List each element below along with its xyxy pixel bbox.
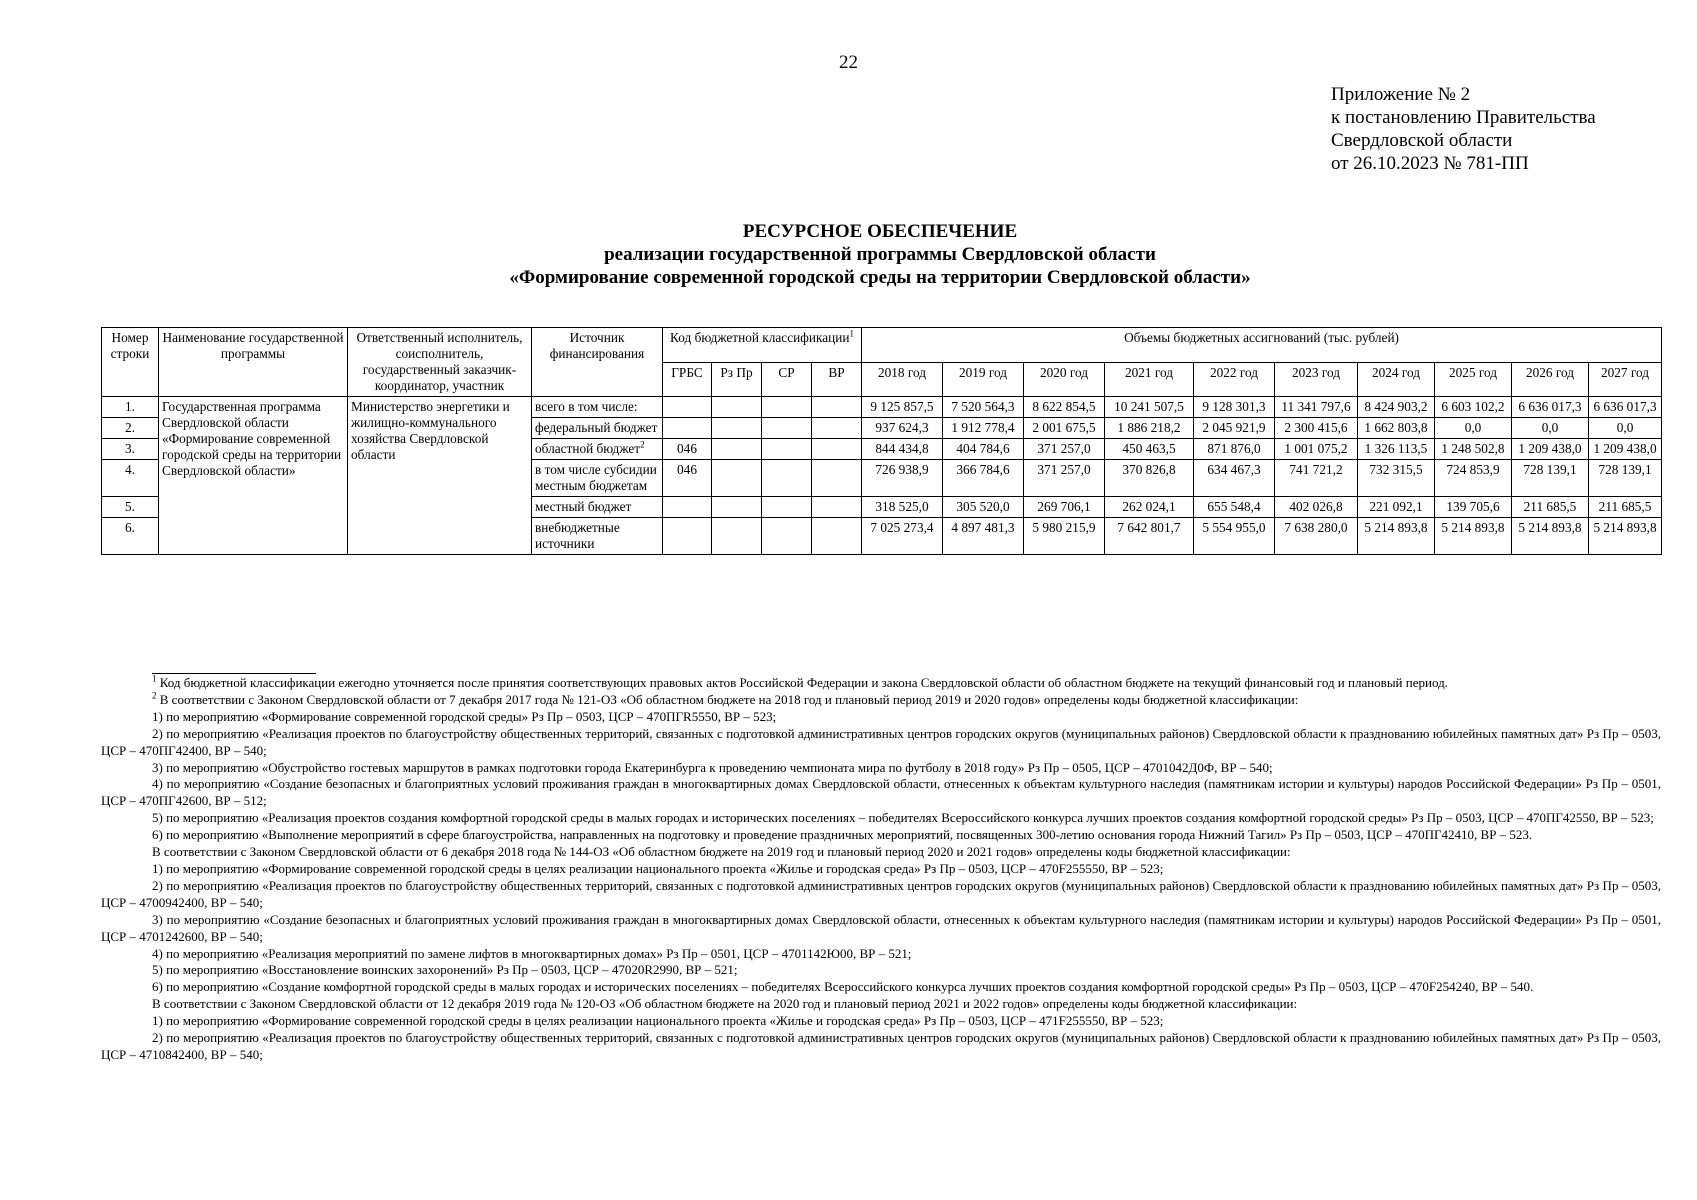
vr-cell bbox=[812, 518, 862, 555]
value-cell: 139 705,6 bbox=[1435, 497, 1512, 518]
value-cell: 7 025 273,4 bbox=[862, 518, 943, 555]
csr-cell bbox=[762, 518, 812, 555]
appendix-line: Свердловской области bbox=[1331, 130, 1513, 151]
header-funding-source: Источник финансирования bbox=[532, 328, 663, 397]
header-volumes: Объемы бюджетных ассигнований (тыс. рублей) bbox=[862, 328, 1662, 363]
csr-cell bbox=[762, 397, 812, 418]
value-cell: 6 636 017,3 bbox=[1512, 397, 1589, 418]
resource-table bbox=[101, 327, 1662, 555]
funding-source-cell bbox=[532, 439, 663, 460]
header-year: 2018 год bbox=[862, 362, 943, 397]
row-number-cell: 2. bbox=[102, 418, 159, 439]
value-cell: 732 315,5 bbox=[1358, 460, 1435, 497]
footnote-separator bbox=[152, 673, 316, 674]
value-cell: 6 603 102,2 bbox=[1435, 397, 1512, 418]
footnote-text: 2) по мероприятию «Реализация проектов по благоустройству общественных территорий, связанных с подготовкой административных центров городских округов (муниципальных районов) Свердловской области к празднованию юбилейных памятных дат» Рз Пр – 0503, ЦСР – 470ПГ42400, ВР – 540; bbox=[101, 725, 1661, 758]
value-cell: 5 214 893,8 bbox=[1435, 518, 1512, 555]
grbs-cell bbox=[663, 418, 712, 439]
value-cell: 741 721,2 bbox=[1275, 460, 1358, 497]
funding-source-cell bbox=[532, 518, 663, 555]
table-row bbox=[102, 397, 1662, 418]
value-cell: 634 467,3 bbox=[1194, 460, 1275, 497]
vr-cell bbox=[812, 497, 862, 518]
appendix-line: к постановлению Правительства bbox=[1331, 107, 1596, 128]
value-cell: 5 554 955,0 bbox=[1194, 518, 1275, 555]
value-cell: 1 886 218,2 bbox=[1105, 418, 1194, 439]
header-program-name: Наименование государственной программы bbox=[159, 328, 348, 397]
value-cell: 305 520,0 bbox=[943, 497, 1024, 518]
value-cell: 269 706,1 bbox=[1024, 497, 1105, 518]
value-cell: 221 092,1 bbox=[1358, 497, 1435, 518]
value-cell: 6 636 017,3 bbox=[1589, 397, 1662, 418]
footnote-paragraph bbox=[101, 1030, 1661, 1064]
table-header-row bbox=[102, 328, 1662, 363]
rz-pr-cell bbox=[712, 460, 762, 497]
value-cell: 1 912 778,4 bbox=[943, 418, 1024, 439]
vr-cell bbox=[812, 439, 862, 460]
value-cell: 844 434,8 bbox=[862, 439, 943, 460]
appendix-line: от 26.10.2023 № 781-ПП bbox=[1331, 153, 1529, 174]
grbs-cell: 046 bbox=[663, 460, 712, 497]
document-title bbox=[0, 220, 1697, 289]
title-line: РЕСУРСНОЕ ОБЕСПЕЧЕНИЕ bbox=[742, 221, 1018, 242]
footnote-text: В соответствии с Законом Свердловской области от 12 декабря 2019 года № 120-ОЗ «Об областном бюджете на 2020 год и плановый период 2021 и 2022 годов» определены коды бюджетной классификации: bbox=[152, 996, 1298, 1012]
header-csr: СР bbox=[762, 362, 812, 397]
csr-cell bbox=[762, 497, 812, 518]
rz-pr-cell bbox=[712, 397, 762, 418]
footnote-paragraph bbox=[101, 979, 1661, 996]
footnote-text: 5) по мероприятию «Восстановление воинских захоронений» Рз Пр – 0503, ЦСР – 47020R2990, ВР – 521; bbox=[152, 962, 738, 978]
footnote-paragraph bbox=[101, 946, 1661, 963]
footnote-paragraph bbox=[101, 810, 1661, 827]
value-cell: 450 463,5 bbox=[1105, 439, 1194, 460]
value-cell: 1 209 438,0 bbox=[1512, 439, 1589, 460]
value-cell: 8 424 903,2 bbox=[1358, 397, 1435, 418]
footnote-marker: 1 bbox=[152, 673, 157, 684]
value-cell: 937 624,3 bbox=[862, 418, 943, 439]
value-cell: 371 257,0 bbox=[1024, 460, 1105, 497]
value-cell: 1 209 438,0 bbox=[1589, 439, 1662, 460]
footnote-paragraph bbox=[101, 692, 1661, 709]
value-cell: 5 214 893,8 bbox=[1589, 518, 1662, 555]
footnote-paragraph bbox=[101, 878, 1661, 912]
value-cell: 7 520 564,3 bbox=[943, 397, 1024, 418]
footnote-marker: 1 bbox=[849, 328, 854, 339]
footnote-paragraph bbox=[101, 996, 1661, 1013]
header-year: 2020 год bbox=[1024, 362, 1105, 397]
value-cell: 7 642 801,7 bbox=[1105, 518, 1194, 555]
value-cell: 4 897 481,3 bbox=[943, 518, 1024, 555]
header-year: 2019 год bbox=[943, 362, 1024, 397]
title-line: реализации государственной программы Свердловской области bbox=[604, 244, 1156, 265]
footnote-paragraph bbox=[101, 844, 1661, 861]
value-cell: 10 241 507,5 bbox=[1105, 397, 1194, 418]
funding-source-label: в том числе субсидии местным бюджетам bbox=[535, 462, 657, 493]
value-cell: 211 685,5 bbox=[1512, 497, 1589, 518]
funding-source-label: федеральный бюджет bbox=[535, 420, 658, 435]
footnote-paragraph bbox=[101, 709, 1661, 726]
rz-pr-cell bbox=[712, 497, 762, 518]
footnote-text: Код бюджетной классификации ежегодно уточняется после принятия соответствующих правовых актов Российской Федерации и закона Свердловской области об областном бюджете на текущий финансовый год и плановый период. bbox=[156, 675, 1448, 690]
value-cell: 2 300 415,6 bbox=[1275, 418, 1358, 439]
funding-source-cell bbox=[532, 397, 663, 418]
value-cell: 726 938,9 bbox=[862, 460, 943, 497]
value-cell: 9 125 857,5 bbox=[862, 397, 943, 418]
footnote-paragraph bbox=[101, 675, 1661, 692]
value-cell: 371 257,0 bbox=[1024, 439, 1105, 460]
funding-source-label: областной бюджет bbox=[535, 441, 641, 456]
funding-source-cell bbox=[532, 497, 663, 518]
footnote-text: 3) по мероприятию «Обустройство гостевых маршрутов в рамках подготовки города Екатеринбурга к проведению чемпионата мира по футболу в 2018 году» Рз Пр – 0505, ЦСР – 4701042Д0Ф, ВР – 540; bbox=[152, 759, 1273, 775]
value-cell: 211 685,5 bbox=[1589, 497, 1662, 518]
csr-cell bbox=[762, 439, 812, 460]
footnote-paragraph bbox=[101, 1013, 1661, 1030]
footnote-text: 4) по мероприятию «Создание безопасных и благоприятных условий проживания граждан в многоквартирных домах Свердловской области, отнесенных к объектам культурного наследия (памятникам истории и культуры) народов Российской Федерации» Рз Пр – 0501, ЦСР – 470ПГ42600, ВР – 512; bbox=[101, 776, 1661, 809]
value-cell: 5 214 893,8 bbox=[1512, 518, 1589, 555]
header-budget-code bbox=[663, 328, 862, 363]
footnote-text: В соответствии с Законом Свердловской области от 6 декабря 2018 года № 144-ОЗ «Об областном бюджете на 2019 год и плановый период 2020 и 2021 годов» определены коды бюджетной классификации: bbox=[152, 844, 1291, 860]
footnote-text: 5) по мероприятию «Реализация проектов создания комфортной городской среды в малых городах и исторических поселениях – победителях Всероссийского конкурса лучших проектов создания комфортной городской среды» Рз Пр – 0503, ЦСР – 470ПГ42550, ВР – 523; bbox=[152, 810, 1654, 826]
footnote-paragraph bbox=[101, 726, 1661, 760]
header-year: 2023 год bbox=[1275, 362, 1358, 397]
csr-cell bbox=[762, 460, 812, 497]
value-cell: 11 341 797,6 bbox=[1275, 397, 1358, 418]
page-number: 22 bbox=[839, 52, 858, 73]
vr-cell bbox=[812, 397, 862, 418]
value-cell: 0,0 bbox=[1435, 418, 1512, 439]
footnote-marker: 2 bbox=[640, 439, 645, 450]
value-cell: 1 001 075,2 bbox=[1275, 439, 1358, 460]
csr-cell bbox=[762, 418, 812, 439]
value-cell: 262 024,1 bbox=[1105, 497, 1194, 518]
funding-source-cell bbox=[532, 460, 663, 497]
row-number-cell: 6. bbox=[102, 518, 159, 555]
value-cell: 2 001 675,5 bbox=[1024, 418, 1105, 439]
header-row-number: Номер строки bbox=[102, 328, 159, 397]
vr-cell bbox=[812, 460, 862, 497]
executor-cell: Министерство энергетики и жилищно-коммунального хозяйства Свердловской области bbox=[348, 397, 532, 555]
footnote-text: 2) по мероприятию «Реализация проектов по благоустройству общественных территорий, связанных с подготовкой административных центров городских округов (муниципальных районов) Свердловской области к празднованию юбилейных памятных дат» Рз Пр – 0503, ЦСР – 4710842400, ВР – 540; bbox=[101, 1030, 1661, 1062]
value-cell: 1 248 502,8 bbox=[1435, 439, 1512, 460]
value-cell: 318 525,0 bbox=[862, 497, 943, 518]
footnote-paragraph bbox=[101, 912, 1661, 946]
vr-cell bbox=[812, 418, 862, 439]
header-executor: Ответственный исполнитель, соисполнитель, государственный заказчик-координатор, участник bbox=[348, 328, 532, 397]
grbs-cell bbox=[663, 518, 712, 555]
value-cell: 9 128 301,3 bbox=[1194, 397, 1275, 418]
value-cell: 728 139,1 bbox=[1589, 460, 1662, 497]
header-year: 2022 год bbox=[1194, 362, 1275, 397]
header-year: 2021 год bbox=[1105, 362, 1194, 397]
footnote-paragraph bbox=[101, 861, 1661, 878]
value-cell: 5 980 215,9 bbox=[1024, 518, 1105, 555]
funding-source-label: местный бюджет bbox=[535, 499, 632, 514]
footnote-paragraph bbox=[101, 827, 1661, 844]
footnote-text: 1) по мероприятию «Формирование современной городской среды в целях реализации национального проекта «Жилье и городская среда» Рз Пр – 0503, ЦСР – 471F255550, ВР – 523; bbox=[152, 1013, 1164, 1029]
footnote-text: 6) по мероприятию «Выполнение мероприятий в сфере благоустройства, направленных на подготовку и проведение праздничных мероприятий, посвященных 300-летию основания города Нижний Тагил» Рз Пр – 0503, ЦСР – 470ПГ42410, ВР – 523. bbox=[152, 827, 1533, 843]
header-year: 2024 год bbox=[1358, 362, 1435, 397]
footnote-text: 4) по мероприятию «Реализация мероприятий по замене лифтов в многоквартирных домах» Рз Пр – 0501, ЦСР – 4701142Ю00, ВР – 521; bbox=[152, 945, 912, 961]
value-cell: 402 026,8 bbox=[1275, 497, 1358, 518]
footnote-text: 2) по мероприятию «Реализация проектов по благоустройству общественных территорий, связанных с подготовкой административных центров городских округов (муниципальных районов) Свердловской области к празднованию юбилейных памятных дат» Рз Пр – 0503, ЦСР – 4700942400, ВР – 540; bbox=[101, 877, 1661, 910]
footnotes bbox=[101, 675, 1661, 1064]
value-cell: 8 622 854,5 bbox=[1024, 397, 1105, 418]
footnote-marker: 2 bbox=[152, 690, 157, 701]
header-year: 2026 год bbox=[1512, 362, 1589, 397]
title-line: «Формирование современной городской среды на территории Свердловской области» bbox=[509, 267, 1251, 288]
value-cell: 2 045 921,9 bbox=[1194, 418, 1275, 439]
value-cell: 0,0 bbox=[1589, 418, 1662, 439]
value-cell: 370 826,8 bbox=[1105, 460, 1194, 497]
appendix-line: Приложение № 2 bbox=[1331, 84, 1471, 105]
program-name-cell: Государственная программа Свердловской области «Формирование современной городской среды на территории Свердловской области» bbox=[159, 397, 348, 555]
funding-source-label: внебюджетные источники bbox=[535, 520, 620, 551]
footnote-paragraph bbox=[101, 760, 1661, 777]
grbs-cell: 046 bbox=[663, 439, 712, 460]
footnote-text: 6) по мероприятию «Создание комфортной городской среды в малых городах и исторических поселениях – победителях Всероссийского конкурса лучших проектов создания комфортной городской среды» Рз Пр – 0503, ЦСР – 470F254240, ВР – 540. bbox=[152, 979, 1534, 995]
footnote-text: В соответствии с Законом Свердловской области от 7 декабря 2017 года № 121-ОЗ «Об областном бюджете на 2018 год и плановый период 2019 и 2020 годов» определены коды бюджетной классификации: bbox=[156, 691, 1299, 707]
header-budget-code-label: Код бюджетной классификации bbox=[670, 330, 850, 345]
footnote-paragraph bbox=[101, 776, 1661, 810]
funding-source-label: всего в том числе: bbox=[535, 399, 638, 414]
rz-pr-cell bbox=[712, 439, 762, 460]
value-cell: 1 326 113,5 bbox=[1358, 439, 1435, 460]
header-year: 2027 год bbox=[1589, 362, 1662, 397]
value-cell: 724 853,9 bbox=[1435, 460, 1512, 497]
header-vr: ВР bbox=[812, 362, 862, 397]
footnote-text: 1) по мероприятию «Формирование современной городской среды в целях реализации национального проекта «Жилье и городская среда» Рз Пр – 0503, ЦСР – 470F255550, ВР – 523; bbox=[152, 860, 1164, 876]
footnote-paragraph bbox=[101, 962, 1661, 979]
grbs-cell bbox=[663, 397, 712, 418]
header-grbs: ГРБС bbox=[663, 362, 712, 397]
value-cell: 7 638 280,0 bbox=[1275, 518, 1358, 555]
footnote-text: 1) по мероприятию «Формирование современной городской среды» Рз Пр – 0503, ЦСР – 470ПГR5550, ВР – 523; bbox=[152, 708, 777, 724]
funding-source-cell bbox=[532, 418, 663, 439]
value-cell: 5 214 893,8 bbox=[1358, 518, 1435, 555]
rz-pr-cell bbox=[712, 418, 762, 439]
value-cell: 871 876,0 bbox=[1194, 439, 1275, 460]
rz-pr-cell bbox=[712, 518, 762, 555]
footnote-text: 3) по мероприятию «Создание безопасных и благоприятных условий проживания граждан в многоквартирных домах Свердловской области, отнесенных к объектам культурного наследия (памятникам истории и культуры) народов Российской Федерации» Рз Пр – 0501, ЦСР – 4701242600, ВР – 540; bbox=[101, 911, 1661, 944]
row-number-cell: 3. bbox=[102, 439, 159, 460]
grbs-cell bbox=[663, 497, 712, 518]
value-cell: 655 548,4 bbox=[1194, 497, 1275, 518]
row-number-cell: 1. bbox=[102, 397, 159, 418]
appendix-block bbox=[1331, 83, 1596, 175]
row-number-cell: 4. bbox=[102, 460, 159, 497]
value-cell: 728 139,1 bbox=[1512, 460, 1589, 497]
row-number-cell: 5. bbox=[102, 497, 159, 518]
value-cell: 0,0 bbox=[1512, 418, 1589, 439]
header-rz-pr: Рз Пр bbox=[712, 362, 762, 397]
value-cell: 1 662 803,8 bbox=[1358, 418, 1435, 439]
header-year: 2025 год bbox=[1435, 362, 1512, 397]
value-cell: 404 784,6 bbox=[943, 439, 1024, 460]
value-cell: 366 784,6 bbox=[943, 460, 1024, 497]
